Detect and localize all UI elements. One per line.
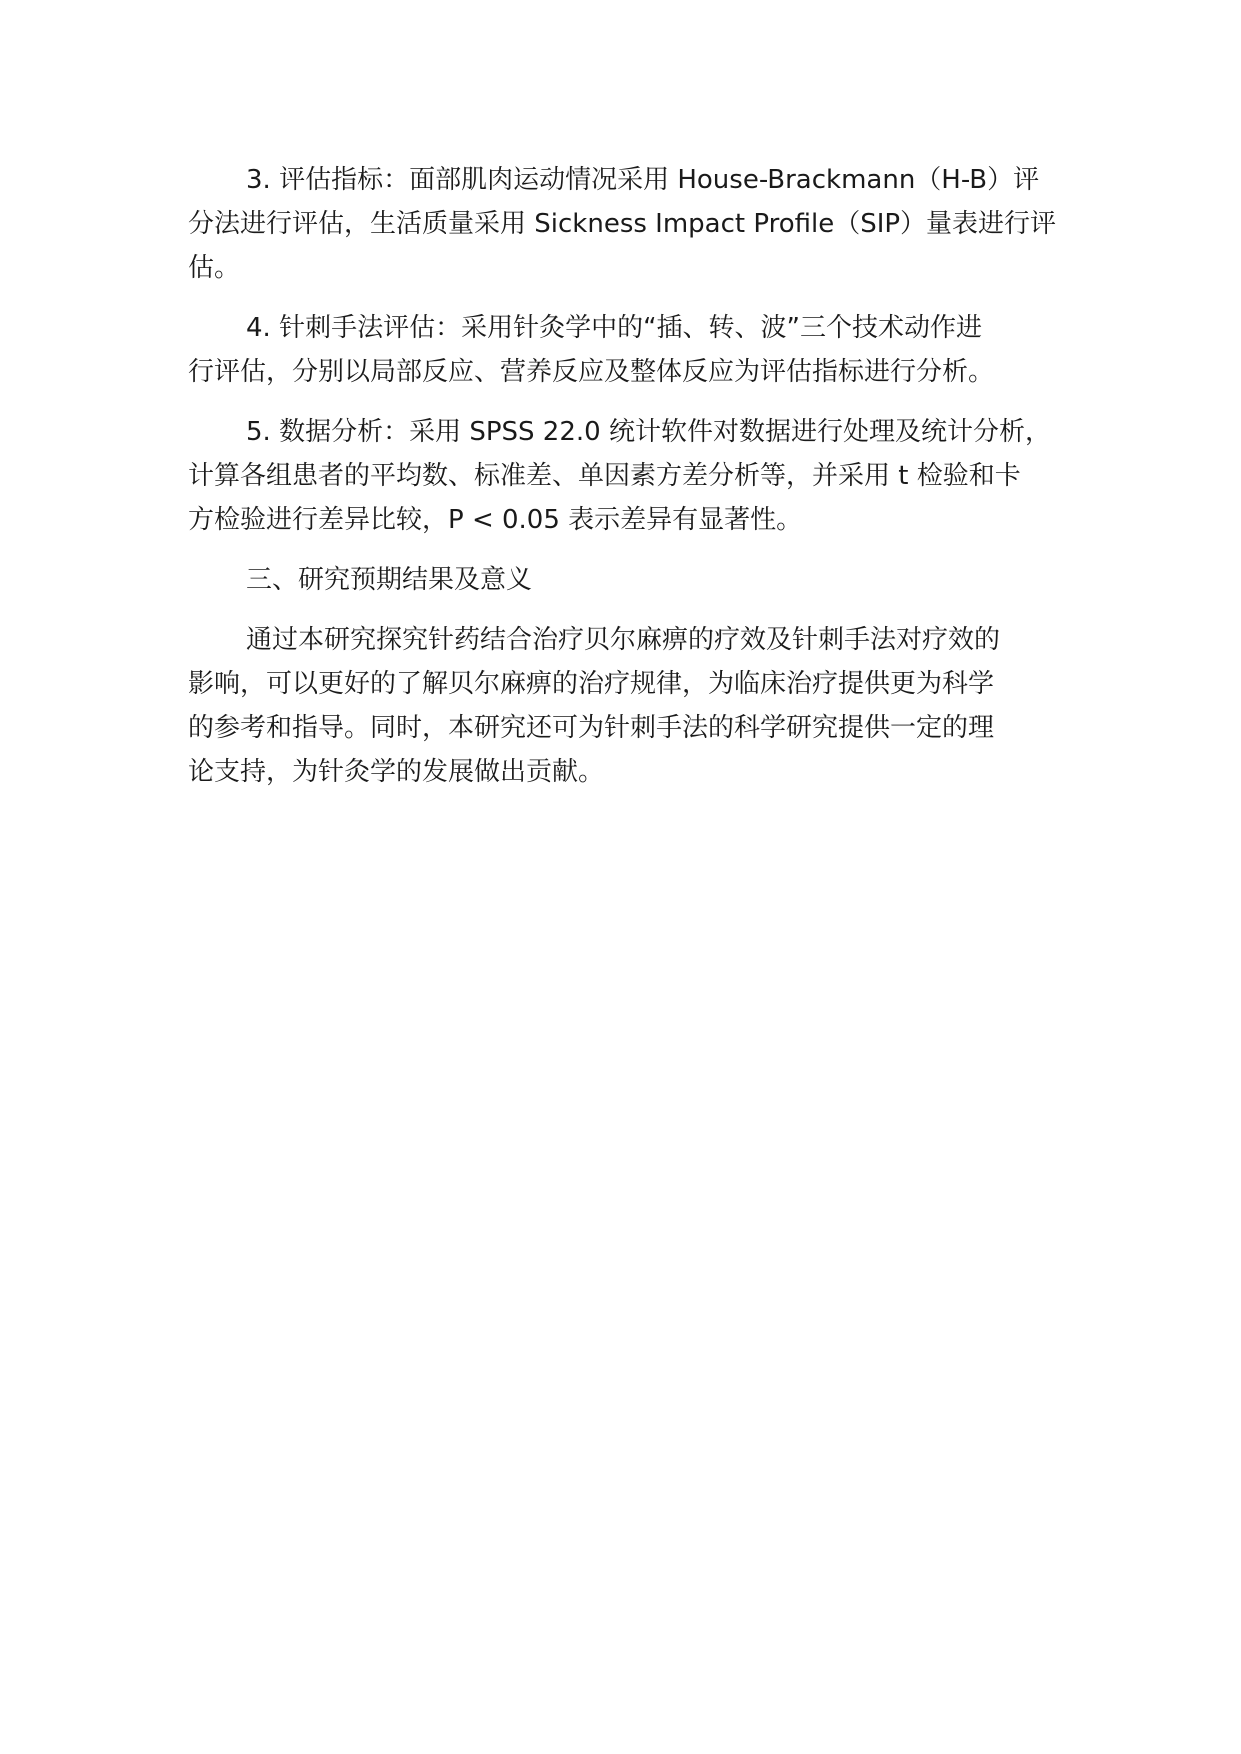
text-line: 论支持，为针灸学的发展做出贡献。 xyxy=(188,757,605,787)
text-line: 影响，可以更好的了解贝尔麻痹的治疗规律，为临床治疗提供更为科学 xyxy=(188,669,995,699)
paragraph-evaluation-indicators xyxy=(188,158,1068,290)
text-line: 4. 针刺手法评估：采用针灸学中的“插、转、波”三个技术动作进 xyxy=(246,313,983,343)
text-line: 分法进行评估，生活质量采用 Sickness Impact Profile（SIP）量表进行评 xyxy=(188,209,1057,239)
text-line: 行评估，分别以局部反应、营养反应及整体反应为评估指标进行分析。 xyxy=(188,357,995,387)
section-heading-text: 三、研究预期结果及意义 xyxy=(246,565,533,595)
paragraph-expected-results xyxy=(188,618,1068,794)
text-line: 通过本研究探究针药结合治疗贝尔麻痹的疗效及针刺手法对疗效的 xyxy=(246,625,1001,655)
paragraph-data-analysis xyxy=(188,410,1068,542)
text-line: 5. 数据分析：采用 SPSS 22.0 统计软件对数据进行处理及统计分析， xyxy=(246,417,1051,447)
document-body xyxy=(188,158,1068,810)
text-line: 的参考和指导。同时，本研究还可为针刺手法的科学研究提供一定的理 xyxy=(188,713,995,743)
text-line: 方检验进行差异比较，P < 0.05 表示差异有显著性。 xyxy=(188,505,803,535)
text-line: 3. 评估指标：面部肌肉运动情况采用 House-Brackmann（H-B）评 xyxy=(246,165,1040,195)
paragraph-acupuncture-technique xyxy=(188,306,1068,394)
text-line: 估。 xyxy=(188,253,241,283)
text-line: 计算各组患者的平均数、标准差、单因素方差分析等，并采用 t 检验和卡 xyxy=(188,461,1021,491)
section-heading xyxy=(188,558,1068,602)
